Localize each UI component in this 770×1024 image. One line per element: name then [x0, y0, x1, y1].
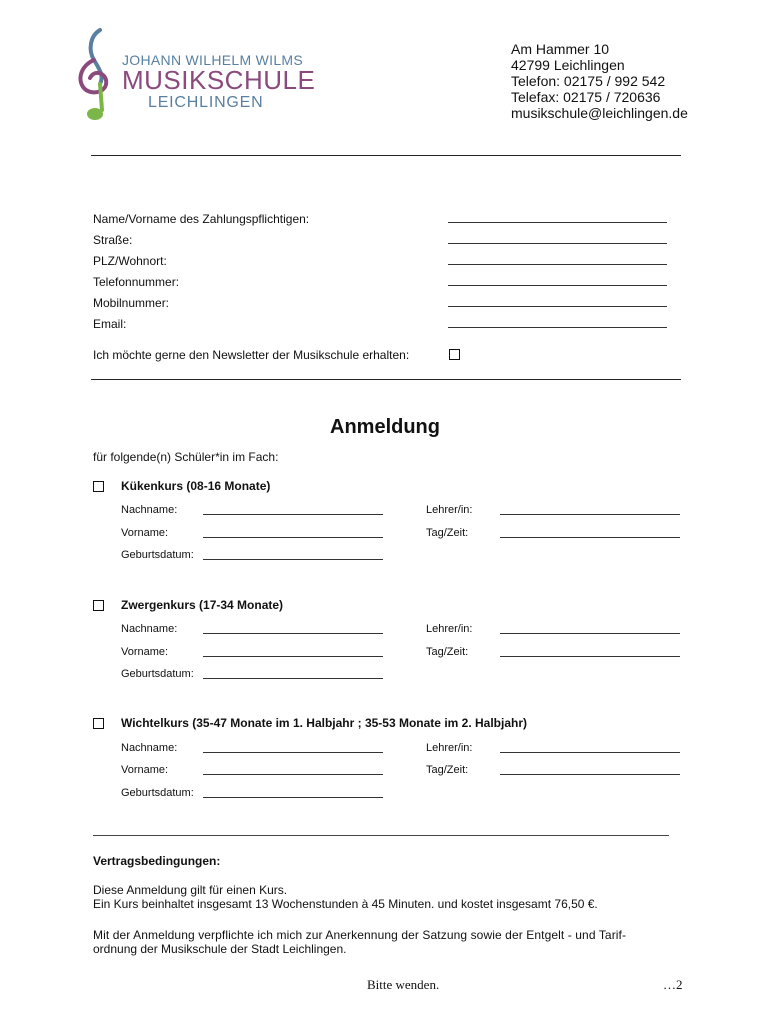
course-zwergenkurs-geburtsdatum-label: Geburtsdatum:: [121, 668, 194, 680]
newsletter-checkbox[interactable]: [449, 349, 460, 360]
course-kuekenkurs-nachname-label: Nachname:: [121, 504, 178, 516]
course-kuekenkurs-vorname-label: Vorname:: [121, 527, 169, 539]
payer-email-field[interactable]: [448, 327, 667, 328]
divider-middle: [91, 379, 681, 380]
course-wichtelkurs-lehrer-field[interactable]: [500, 752, 680, 753]
address-phone: Telefon: 02175 / 992 542: [511, 73, 666, 89]
footer-page-number: …2: [663, 977, 683, 992]
course-wichtelkurs-vorname-label: Vorname:: [121, 764, 169, 776]
course-wichtelkurs-checkbox[interactable]: [93, 718, 104, 729]
course-kuekenkurs-tagzeit-label: Tag/Zeit:: [426, 527, 469, 539]
address-city: 42799 Leichlingen: [511, 57, 625, 73]
treble-clef-icon: [74, 26, 118, 126]
course-wichtelkurs-lehrer-label: Lehrer/in:: [426, 742, 473, 754]
course-kuekenkurs-lehrer-label: Lehrer/in:: [426, 504, 473, 516]
course-wichtelkurs-nachname-label: Nachname:: [121, 742, 178, 754]
course-zwergenkurs-nachname-field[interactable]: [203, 633, 383, 634]
address-block: [511, 41, 688, 121]
payer-phone-field[interactable]: [448, 285, 667, 286]
course-wichtelkurs-geburtsdatum-field[interactable]: [203, 797, 383, 798]
course-kuekenkurs-checkbox[interactable]: [93, 481, 104, 492]
course-wichtelkurs-geburtsdatum-label: Geburtsdatum:: [121, 787, 194, 799]
course-wichtelkurs-tagzeit-label: Tag/Zeit:: [426, 764, 469, 776]
payer-name-field[interactable]: [448, 222, 667, 223]
address-street: Am Hammer 10: [511, 41, 610, 57]
course-kuekenkurs-title: Kükenkurs (08-16 Monate): [121, 479, 271, 493]
course-zwergenkurs-checkbox[interactable]: [93, 600, 104, 611]
payer-street-label: Straße:: [93, 233, 133, 247]
terms-para2-line2: ordnung der Musikschule der Stadt Leichlingen.: [93, 942, 347, 956]
school-logo: [74, 26, 316, 126]
course-zwergenkurs-vorname-label: Vorname:: [121, 646, 169, 658]
registration-subtitle: für folgende(n) Schüler*in im Fach:: [93, 450, 279, 464]
course-zwergenkurs-geburtsdatum-field[interactable]: [203, 678, 383, 679]
payer-city-label: PLZ/Wohnort:: [93, 254, 167, 268]
course-wichtelkurs-tagzeit-field[interactable]: [500, 774, 680, 775]
footer-turn-page: Bitte wenden.: [367, 977, 440, 992]
address-fax: Telefax: 02175 / 720636: [511, 89, 661, 105]
payer-name-label: Name/Vorname des Zahlungspflichtigen:: [93, 212, 310, 226]
course-kuekenkurs-vorname-field[interactable]: [203, 537, 383, 538]
newsletter-label: Ich möchte gerne den Newsletter der Musikschule erhalten:: [93, 348, 410, 362]
logo-text-line2: MUSIKSCHULE: [122, 65, 316, 95]
course-kuekenkurs-geburtsdatum-field[interactable]: [203, 559, 383, 560]
payer-phone-label: Telefonnummer:: [93, 275, 180, 289]
course-zwergenkurs-vorname-field[interactable]: [203, 656, 383, 657]
payer-email-label: Email:: [93, 317, 127, 331]
payer-mobile-field[interactable]: [448, 306, 667, 307]
course-zwergenkurs-tagzeit-field[interactable]: [500, 656, 680, 657]
terms-para1-line2: Ein Kurs beinhaltet insgesamt 13 Wochenstunden à 45 Minuten. und kostet insgesamt 76,50 €.: [93, 897, 598, 911]
terms-para2-line1: Mit der Anmeldung verpflichte ich mich zur Anerkennung der Satzung sowie der Entgelt - und Tarif-: [93, 928, 627, 942]
terms-para1-line1: Diese Anmeldung gilt für einen Kurs.: [93, 883, 288, 897]
course-zwergenkurs-nachname-label: Nachname:: [121, 623, 178, 635]
course-kuekenkurs-lehrer-field[interactable]: [500, 514, 680, 515]
course-zwergenkurs-tagzeit-label: Tag/Zeit:: [426, 646, 469, 658]
course-zwergenkurs-title: Zwergenkurs (17-34 Monate): [121, 598, 284, 612]
course-wichtelkurs-nachname-field[interactable]: [203, 752, 383, 753]
course-kuekenkurs-geburtsdatum-label: Geburtsdatum:: [121, 549, 194, 561]
course-zwergenkurs-lehrer-field[interactable]: [500, 633, 680, 634]
payer-mobile-label: Mobilnummer:: [93, 296, 170, 310]
address-email: musikschule@leichlingen.de: [511, 105, 688, 121]
logo-text-line3: LEICHLINGEN: [148, 94, 264, 111]
course-kuekenkurs-tagzeit-field[interactable]: [500, 537, 680, 538]
course-wichtelkurs-title: Wichtelkurs (35-47 Monate im 1. Halbjahr ; 35-53 Monate im 2. Halbjahr): [121, 716, 528, 730]
divider-top: [91, 155, 681, 156]
payer-city-field[interactable]: [448, 264, 667, 265]
course-wichtelkurs-vorname-field[interactable]: [203, 774, 383, 775]
divider-terms: [93, 835, 669, 836]
course-zwergenkurs-lehrer-label: Lehrer/in:: [426, 623, 473, 635]
course-kuekenkurs-nachname-field[interactable]: [203, 514, 383, 515]
terms-heading: Vertragsbedingungen:: [93, 854, 221, 868]
payer-street-field[interactable]: [448, 243, 667, 244]
logo-text-line1: JOHANN WILHELM WILMS: [122, 52, 304, 68]
page-title: Anmeldung: [330, 416, 440, 438]
